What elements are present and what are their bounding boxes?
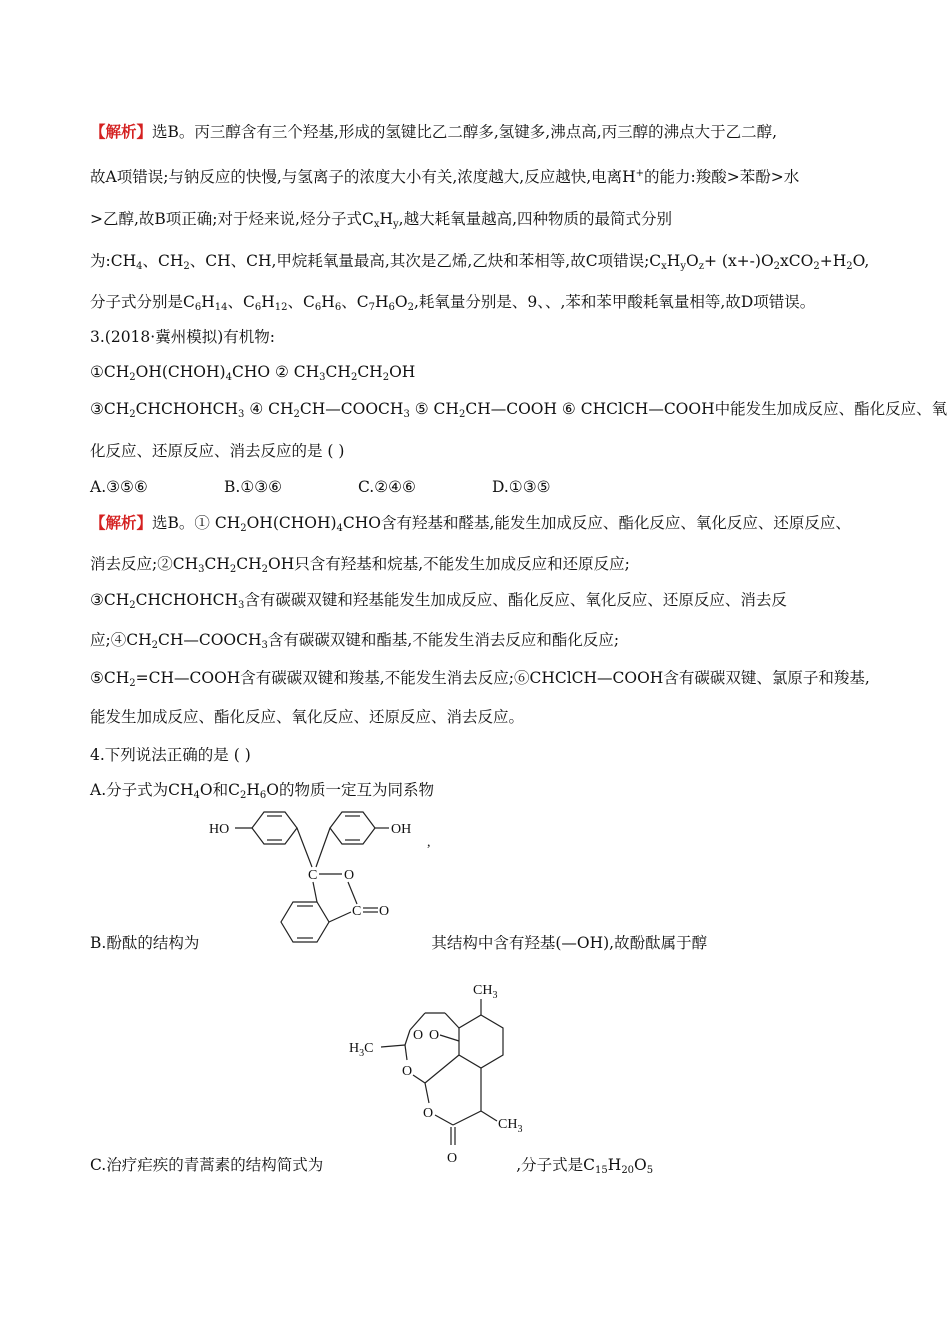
analysis-2-line-3: $③CH_2CHCHOHCH_3$含有碳碳双键和羟基能发生加成反应、酯化反应、氧化反应、还原反应、消去反 bbox=[90, 591, 787, 611]
option-d: D.①③⑤ bbox=[492, 478, 551, 496]
question-3-line-3: $③CH_2CHCHOHCH_3$ ④ $CH_2CH—COOCH_3$ ⑤ $CH_2CH—COOH$ ⑥ CHClCH—COOH中能发生加成反应、酯化反应、氧 bbox=[90, 400, 948, 420]
analysis-2-line-2: 消去反应$;②CH_3CH_2CH_2OH$只含有羟基和烷基,不能发生加成反应和还原反应; bbox=[90, 555, 630, 575]
analysis-2-line-5: $⑤CH_2=CH—COOH$含有碳碳双键和羧基,不能发生消去反应;⑥CHClCH—COOH含有碳碳双键、氯原子和羧基, bbox=[90, 669, 870, 689]
peroxide-o2-label: O bbox=[429, 1028, 440, 1043]
analysis-tag-2: 【解析】 bbox=[90, 513, 153, 532]
analysis-2-line-6: 能发生加成反应、酯化反应、氧化反应、还原反应、消去反应。 bbox=[90, 708, 525, 726]
analysis-1-line-2: 故A项错误;与钠反应的快慢,与氢离子的浓度大小有关,浓度越大,反应越快,电离H+的能力:羧酸>苯酚>水 bbox=[90, 168, 800, 186]
central-c-label: C bbox=[308, 868, 318, 883]
comma-label: , bbox=[427, 835, 431, 850]
ch3-right-label: $CH_3$ bbox=[498, 1117, 523, 1135]
carbonyl-o-label: O bbox=[447, 1151, 458, 1166]
peroxide-o1-label: O bbox=[413, 1028, 424, 1043]
question-3-options bbox=[90, 477, 626, 497]
oh-right-label: OH bbox=[391, 822, 412, 837]
option-c: C.②④⑥ bbox=[358, 478, 416, 496]
analysis-1-line-3: >乙醇,故B项正确;对于烃来说,烃分子式$C_xH_y$,越大耗氧量越高,四种物质的最简式分别 bbox=[90, 210, 673, 230]
ring-o-label: O bbox=[344, 868, 355, 883]
question-4-option-c: C.治疗疟疾的青蒿素的结构简式为 ,分子式是$C_{15}H_{20}O_5$ bbox=[90, 1156, 654, 1176]
question-4-option-a: A.分子式为$CH_4O$和$C_2H_6O$的物质一定互为同系物 bbox=[90, 781, 434, 801]
artemisinin-structure bbox=[345, 975, 545, 1165]
analysis-1-line-5: 分子式分别是$C_6H_{14}$、$C_6H_{12}$、$C_6H_6$、$C_7H_6O_2$,耗氧量分别是、9、、,苯和苯甲酸耗氧量相等,故D项错误。 bbox=[90, 293, 816, 313]
analysis-1-line-4: 为$:CH_4$、$CH_2$、CH、CH,甲烷耗氧量最高,其次是乙烯,乙炔和苯相等,故C项错误$;C_xH_yO_z+ (x+-)O_2xCO_2+H_2O$, bbox=[90, 252, 870, 272]
analysis-1-line-1: 【解析】选B。丙三醇含有三个羟基,形成的氢键比乙二醇多,氢键多,沸点高,丙三醇的沸点大于乙二醇, bbox=[90, 122, 778, 141]
h3c-left-label: $H_3C$ bbox=[349, 1041, 374, 1059]
analysis-2-line-4: 应$;④CH_2CH—COOCH_3$含有碳碳双键和酯基,不能发生消去反应和酯化反应; bbox=[90, 631, 620, 651]
phenolphthalein-structure bbox=[205, 812, 445, 952]
ring-o3-label: O bbox=[402, 1064, 413, 1079]
question-4-title: 4.下列说法正确的是 ( ) bbox=[90, 746, 251, 764]
analysis-tag: 【解析】 bbox=[90, 122, 153, 141]
ch3-top-label: $CH_3$ bbox=[473, 983, 498, 1001]
question-4-option-b: B.酚酞的结构为 其结构中含有羟基(—OH),故酚酞属于醇 bbox=[90, 934, 708, 952]
question-3-line-2: $①CH_2OH(CHOH)_4CHO$ ② $CH_3CH_2CH_2OH$ bbox=[90, 363, 416, 383]
option-a: A.③⑤⑥ bbox=[90, 478, 148, 496]
question-3-title: 3.(2018·冀州模拟)有机物: bbox=[90, 328, 275, 346]
question-3-line-4: 化反应、还原反应、消去反应的是 ( ) bbox=[90, 442, 345, 460]
carbonyl-c-label: C bbox=[352, 904, 362, 919]
ho-left-label: HO bbox=[209, 822, 230, 837]
ring-o4-label: O bbox=[423, 1106, 434, 1121]
option-b: B.①③⑥ bbox=[224, 478, 283, 496]
carbonyl-o-label: O bbox=[379, 904, 390, 919]
analysis-2-line-1: 【解析】选B。① $CH_2OH(CHOH)_4CHO$含有羟基和醛基,能发生加成反应、酯化反应、氧化反应、还原反应、 bbox=[90, 513, 851, 534]
